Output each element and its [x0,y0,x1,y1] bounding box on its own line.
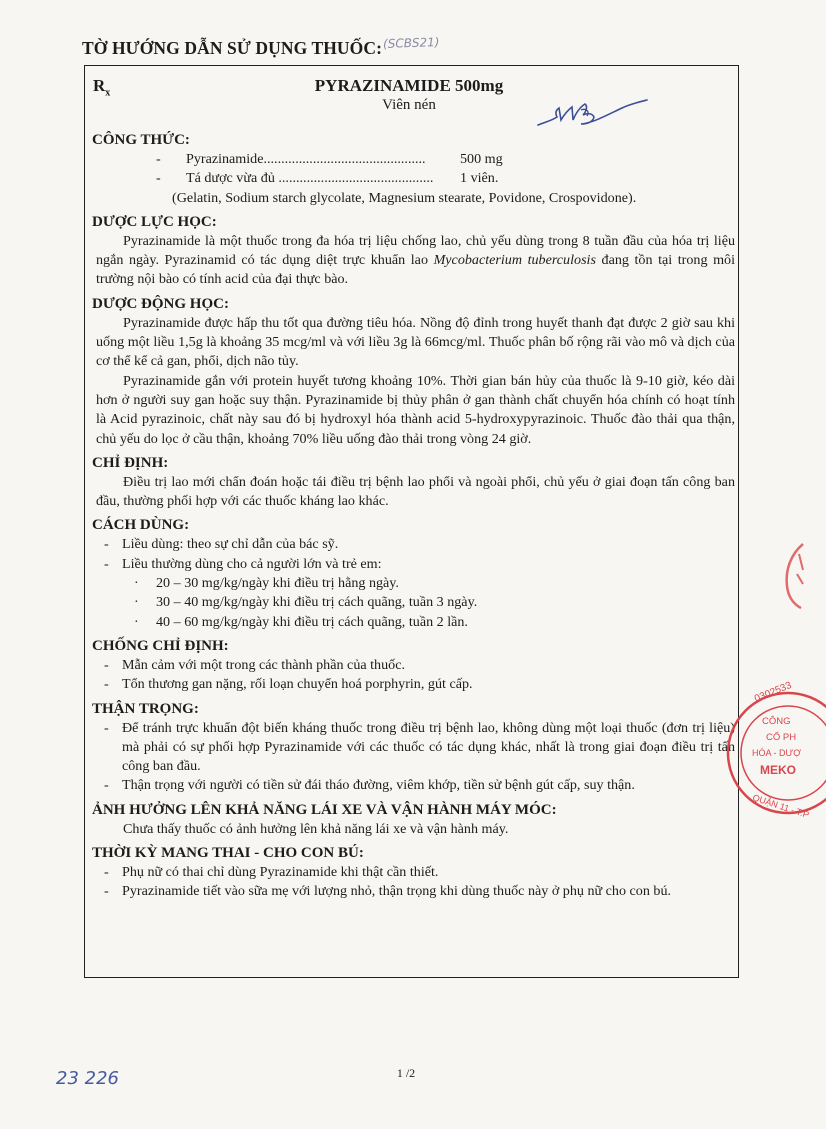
list-item: - Phụ nữ có thai chỉ dùng Pyrazinamide khi thật cần thiết. [104,864,439,881]
ingredient-row: - Tá dược vừa đủ ............................................ 1 viên. [156,170,499,187]
dosage-item: · 40 – 60 mg/kg/ngày khi điều trị cách quãng, tuần 2 lần. [134,613,468,630]
list-item: - Mẫn cảm với một trong các thành phần của thuốc. [104,656,405,673]
handwritten-code: (SCBS21) [382,35,440,51]
svg-text:CÔNG: CÔNG [762,716,791,727]
heading-chi-dinh: CHỈ ĐỊNH: [92,454,169,471]
paragraph-duoc-luc-hoc: Pyrazinamide là một thuốc trong đa hóa trị liệu chống lao, chủ yếu dùng trong 8 tuần đầu của hóa trị liệu ngắn ngày. Pyrazinamid có tác dụng diệt trực khuẩn lao Mycobacterium tuberculosis đang tồn tại trong môi trường nội bào có tính acid của đại thực bào. [96,232,735,288]
list-item: - Tổn thương gan nặng, rối loạn chuyển hoá porphyrin, gút cấp. [104,676,473,693]
company-stamp [726,678,826,828]
ingredient-row: - Pyrazinamide.............................................. 500 mg [156,151,503,167]
rx-symbol: $R_x$ [93,76,111,99]
svg-text:HÓA - DƯỢ: HÓA - DƯỢ [752,748,801,758]
dosage-item: · 30 – 40 mg/kg/ngày khi điều trị cách quãng, tuần 3 ngày. [134,594,478,611]
product-name: PYRAZINAMIDE 500mg [314,76,504,95]
heading-cach-dung: CÁCH DÙNG: [92,517,190,534]
heading-than-trong: THẬN TRỌNG: [92,700,199,717]
product-form: Viên nén [382,97,436,113]
list-item: - Thận trọng với người có tiền sử đái tháo đường, viêm khớp, tiền sử bệnh gút cấp, suy thận. [104,777,635,794]
stamp-fragment [775,540,805,610]
svg-text:QUẬN 11 - T.P: QUẬN 11 - T.P [751,792,811,821]
excipient-note: (Gelatin, Sodium starch glycolate, Magnesium stearate, Povidone, Crospovidone). [172,189,637,206]
document-title: TỜ HƯỚNG DẪN SỬ DỤNG THUỐC: [82,38,383,58]
list-item: - Liều dùng: theo sự chỉ dẫn của bác sỹ. [104,536,339,553]
list-item: - Để tránh trực khuẩn đột biến kháng thuốc trong điều trị bệnh lao, không dùng một loại thuốc (đơn trị liệu) mà phải có sự phối hợp Pyrazinamide với các thuốc có tác dụng khác, nhất là trong giai đoạn điều trị tấn công ban đầu. [104,719,735,775]
heading-mang-thai: THỜI KỲ MANG THAI - CHO CON BÚ: [92,845,364,862]
svg-text:MEKO: MEKO [760,763,796,777]
page-number: 1 /2 [396,1066,416,1080]
dosage-item: · 20 – 30 mg/kg/ngày khi điều trị hằng ngày. [134,575,399,592]
paragraph-duoc-dong-hoc-1: Pyrazinamide được hấp thu tốt qua đường tiêu hóa. Nồng độ đỉnh trong huyết thanh đạt được 2 giờ sau khi uống một liều 1,5g là khoảng 35 mcg/ml và với liều 3g là 66mcg/ml. Thuốc phân bố rộng rãi vào mô và dịch của cơ thể kể cả gan, phổi, dịch não tủy. [96,314,735,370]
heading-duoc-luc-hoc: DƯỢC LỰC HỌC: [92,213,217,230]
svg-text:CỔ PH: CỔ PH [766,732,797,743]
paragraph-chi-dinh: Điều trị lao mới chẩn đoán hoặc tái điều trị bệnh lao phổi và ngoài phổi, chủ yếu ở giai đoạn tấn công ban đầu, thường phối hợp với các thuốc kháng lao khác. [96,473,735,510]
heading-chong-chi-dinh: CHỐNG CHỈ ĐỊNH: [92,637,229,654]
paragraph-duoc-dong-hoc-2: Pyrazinamide gắn với protein huyết tương khoảng 10%. Thời gian bán hủy của thuốc là 9-10 giờ, kéo dài hơn ở người suy gan hoặc suy thận. Pyrazinamide bị thủy phân ở gan thành chất chuyển hóa chính có hoạt tính là Acid pyrazinoic, chất này sau đó bị hydroxyl hóa thành acid 5-hydroxypyrazinoic. Thuốc đào thải qua thận, chủ yếu do lọc ở cầu thận, khoảng 70% liều uống đào thải trong vòng 24 giờ. [96,372,735,447]
heading-cong-thuc: CÔNG THỨC: [92,132,190,148]
heading-duoc-dong-hoc: DƯỢC ĐỘNG HỌC: [92,295,229,312]
svg-text:0302533: 0302533 [753,679,794,705]
paragraph-lai-xe: Chưa thấy thuốc có ảnh hưởng lên khả năng lái xe và vận hành máy. [123,820,509,837]
leaflet-content [92,130,735,902]
list-item: - Pyrazinamide tiết vào sữa mẹ với lượng nhỏ, thận trọng khi dùng thuốc này ở phụ nữ cho con bú. [104,883,672,900]
list-item: - Liều thường dùng cho cả người lớn và trẻ em: [104,555,382,572]
heading-lai-xe: ẢNH HƯỞNG LÊN KHẢ NĂNG LÁI XE VÀ VẬN HÀNH MÁY MÓC: [92,801,557,818]
handwritten-number: 23 226 [56,1068,119,1089]
